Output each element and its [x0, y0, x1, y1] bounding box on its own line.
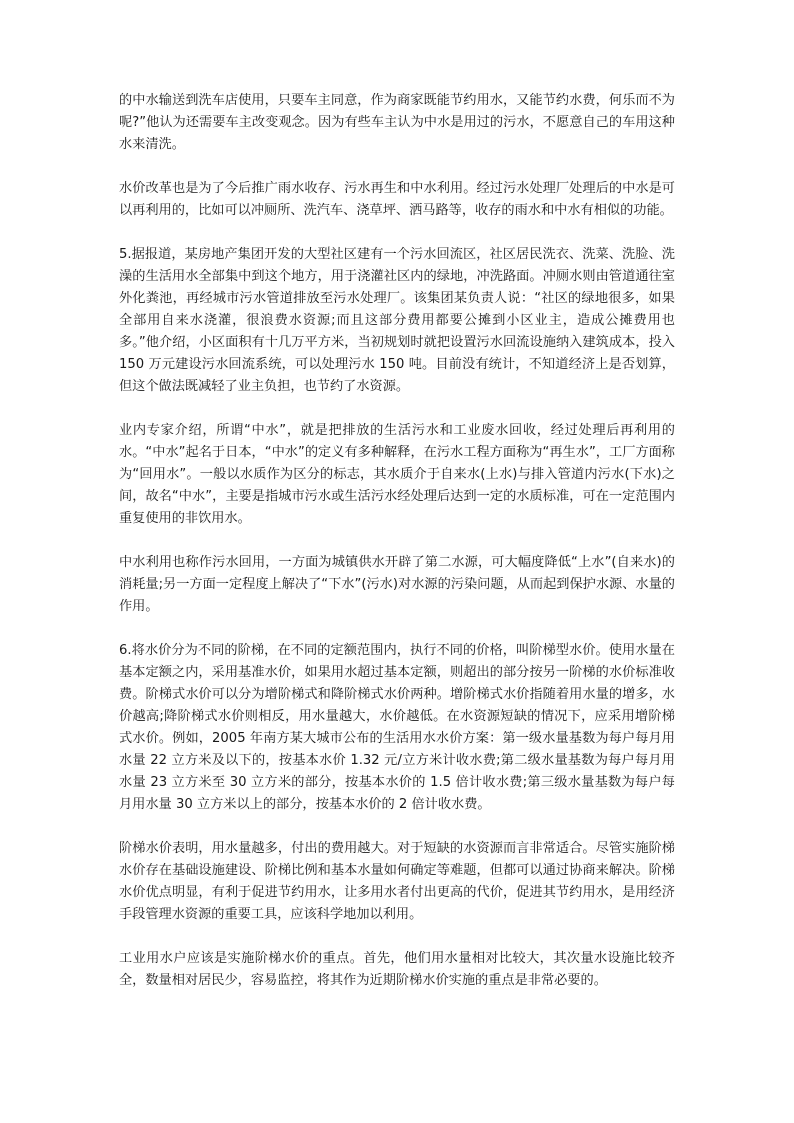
- document-body: [119, 90, 675, 1014]
- paragraph-community-sewage-reflow: 5.据报道，某房地产集团开发的大型社区建有一个污水回流区，社区居民洗衣、洗菜、洗脸、洗澡的生活用水全部集中到这个地方，用于浇灌社区内的绿地，冲洗路面。冲厕水则由管道通往室外化粪池，再经城市污水管道排放至污水处理厂。该集团某负责人说：“社区的绿地很多，如果全部用自来水浇灌，很浪费水资源;而且这部分费用都要公摊到小区业主，造成公摊费用也多。”他介绍，小区面积有十几万平方米，当初规划时就把设置污水回流设施纳入建筑成本，投入 150 万元建设污水回流系统，可以处理污水 150 吨。目前没有统计，不知道经济上是否划算，但这个做法既减轻了业主负担，也节约了水资源。: [119, 247, 675, 394]
- paragraph-reclaimed-water-definition: 业内专家介绍，所谓“中水”，就是把排放的生活污水和工业废水回收，经过处理后再利用的水。“中水”起名于日本，“中水”的定义有多种解释，在污水工程方面称为“再生水”，工厂方面称为“回用水”。一般以水质作为区分的标志，其水质介于自来水(上水)与排入管道内污水(下水)之间，故名“中水”，主要是指城市污水或生活污水经处理后达到一定的水质标准，可在一定范围内重复使用的非饮用水。: [119, 423, 675, 526]
- paragraph-water-price-reform: 水价改革也是为了今后推广雨水收存、污水再生和中水利用。经过污水处理厂处理后的中水是可以再利用的，比如可以冲厕所、洗汽车、浇草坪、洒马路等，收存的雨水和中水有相似的功能。: [119, 181, 675, 218]
- paragraph-car-wash-reclaimed-water: 的中水输送到洗车店使用，只要车主同意，作为商家既能节约用水，又能节约水费，何乐而不为呢?”他认为还需要车主改变观念。因为有些车主认为中水是用过的污水，不愿意自己的车用这种水来清洗。: [119, 93, 675, 152]
- paragraph-tiered-water-pricing: 6.将水价分为不同的阶梯，在不同的定额范围内，执行不同的价格，叫阶梯型水价。使用水量在基本定额之内，采用基准水价，如果用水超过基本定额，则超出的部分按另一阶梯的水价标准收费。阶梯式水价可以分为增阶梯式和降阶梯式水价两种。增阶梯式水价指随着用水量的增多，水价越高;降阶梯式水价则相反，用水量越大，水价越低。在水资源短缺的情况下，应采用增阶梯式水价。例如，2005 年南方某大城市公布的生活用水水价方案：第一级水量基数为每户每月用水量 22 立方米及以下的，按基本水价 1.32 元/立方米计收水费;第二级水量基数为每户每月用水量 23 立方米至 30 立方米的部分，按基本水价的 1.5 倍计收水费;第三级水量基数为每户每月用水量 30 立方米以上的部分，按基本水价的 2 倍计收水费。: [119, 643, 675, 812]
- paragraph-sewage-reuse-benefits: 中水利用也称作污水回用，一方面为城镇供水开辟了第二水源，可大幅度降低“上水”(自来水)的消耗量;另一方面一定程度上解决了“下水”(污水)对水源的污染问题，从而起到保护水源、水量的作用。: [119, 555, 675, 614]
- paragraph-tiered-pricing-advantages: 阶梯水价表明，用水量越多，付出的费用越大。对于短缺的水资源而言非常适合。尽管实施阶梯水价存在基础设施建设、阶梯比例和基本水量如何确定等难题，但都可以通过协商来解决。阶梯水价优点明显，有利于促进节约用水，让多用水者付出更高的代价，促进其节约用水，是用经济手段管理水资源的重要工具，应该科学地加以利用。: [119, 841, 675, 922]
- paragraph-industrial-users: 工业用水户应该是实施阶梯水价的重点。首先，他们用水量相对比较大，其次量水设施比较齐全，数量相对居民少，容易监控，将其作为近期阶梯水价实施的重点是非常必要的。: [119, 951, 675, 988]
